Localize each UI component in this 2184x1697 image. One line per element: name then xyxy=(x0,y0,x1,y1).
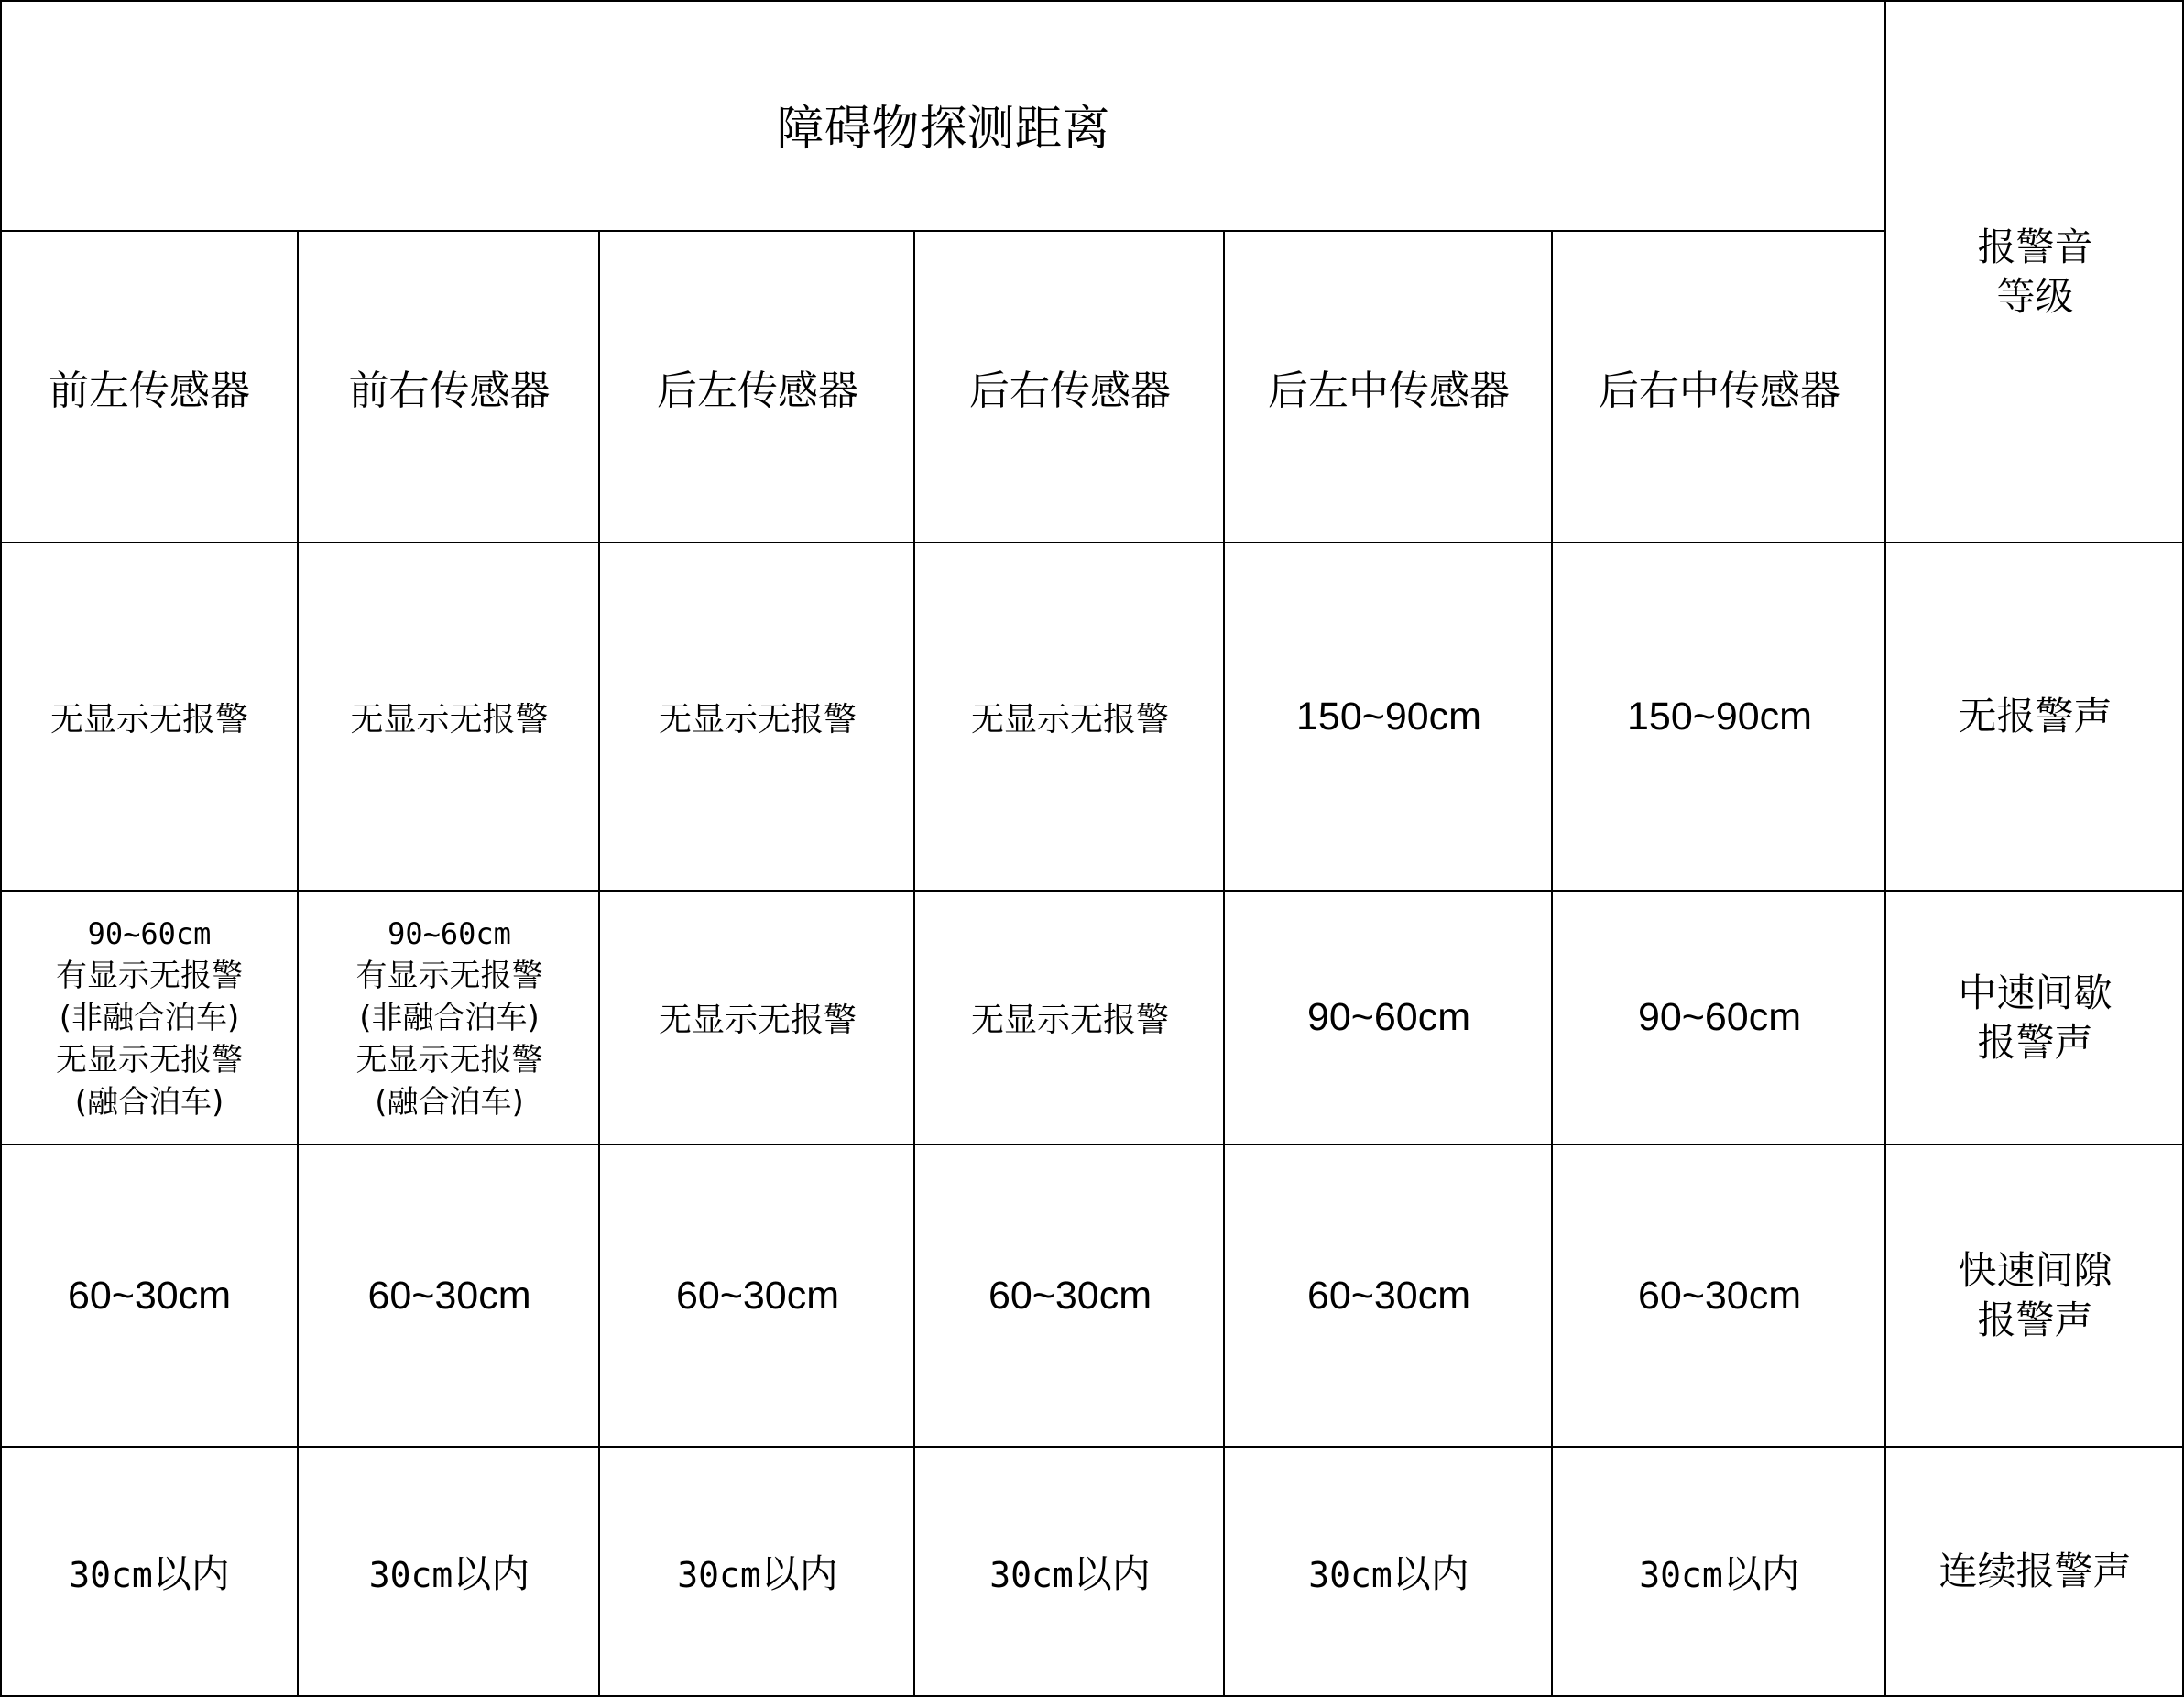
cell-rear-left: 无显示无报警 xyxy=(658,1002,857,1039)
alarm-line: 中速间歇 xyxy=(1958,969,2113,1015)
status-note: (非融合泊车) xyxy=(59,999,240,1036)
range-text: 30cm xyxy=(368,1555,453,1595)
status-text: 无显示无报警 xyxy=(56,1041,243,1078)
cell-rear-left: 无显示无报警 xyxy=(658,700,857,739)
header-front-left: 前左传感器 xyxy=(49,367,250,414)
range-suffix: 以内 xyxy=(152,1551,230,1596)
status-text: 有显示无报警 xyxy=(56,957,243,994)
cell-front-left xyxy=(0,892,299,1144)
cell-rear-right: 无显示无报警 xyxy=(970,700,1169,739)
range-text: 30cm xyxy=(69,1555,153,1595)
alarm-level-cell: 连续报警声 xyxy=(1938,1549,2132,1593)
cell-front-left: 60~30cm xyxy=(67,1273,232,1318)
header-rear-right: 后右传感器 xyxy=(969,367,1171,414)
cell-rear-left: 60~30cm xyxy=(675,1273,840,1318)
cell-front-right xyxy=(299,892,600,1144)
range-text: 30cm xyxy=(1308,1555,1392,1595)
range-text: 30cm xyxy=(989,1555,1074,1595)
status-note: (非融合泊车) xyxy=(359,999,540,1036)
range-suffix: 以内 xyxy=(1722,1551,1800,1596)
alarm-header-line: 等级 xyxy=(1996,273,2074,319)
alarm-level-cell: 无报警声 xyxy=(1958,694,2113,739)
range-suffix: 以内 xyxy=(760,1551,838,1596)
cell-rear-right: 无显示无报警 xyxy=(970,1002,1169,1039)
status-note: (融合泊车) xyxy=(74,1083,224,1121)
header-rear-mid-right: 后右中传感器 xyxy=(1599,367,1840,414)
alarm-line: 快速间隙 xyxy=(1958,1248,2113,1293)
cell-front-right xyxy=(299,1448,600,1695)
range-suffix: 以内 xyxy=(1392,1551,1469,1596)
range-suffix: 以内 xyxy=(453,1551,530,1596)
header-front-right: 前右传感器 xyxy=(348,367,551,414)
cell-front-right: 无显示无报警 xyxy=(350,700,549,739)
alarm-header-line: 报警音 xyxy=(1977,224,2093,269)
cell-front-left: 无显示无报警 xyxy=(49,700,248,739)
cell-front-right: 60~30cm xyxy=(367,1273,531,1318)
cell-rear-right: 60~30cm xyxy=(988,1273,1152,1318)
cell-rear-mid-left: 90~60cm xyxy=(1306,995,1471,1039)
cell-rear-right xyxy=(915,1448,1225,1695)
status-note: (融合泊车) xyxy=(375,1083,524,1121)
cell-rear-mid-left xyxy=(1225,1448,1553,1695)
status-text: 有显示无报警 xyxy=(355,957,543,994)
table-title: 障碍物探测距离 xyxy=(776,101,1110,157)
range-text: 30cm xyxy=(1639,1555,1723,1595)
cell-rear-mid-right: 90~60cm xyxy=(1637,995,1802,1039)
header-rear-left: 后左传感器 xyxy=(657,367,858,414)
cell-rear-mid-left: 150~90cm xyxy=(1295,694,1481,739)
alarm-line: 报警声 xyxy=(1977,1019,2093,1065)
cell-rear-mid-right: 150~90cm xyxy=(1626,694,1812,739)
alarm-line: 报警声 xyxy=(1977,1297,2093,1342)
cell-front-left xyxy=(0,1448,299,1695)
range-text: 30cm xyxy=(677,1555,761,1595)
alarm-level-cell xyxy=(1886,892,2184,1144)
status-text: 无显示无报警 xyxy=(355,1041,543,1078)
range-suffix: 以内 xyxy=(1073,1551,1151,1596)
alarm-level-cell xyxy=(1886,1145,2184,1446)
range-text: 90~60cm xyxy=(388,915,511,951)
header-rear-mid-left: 后左中传感器 xyxy=(1268,367,1510,414)
range-text: 90~60cm xyxy=(87,915,212,951)
cell-rear-mid-right: 60~30cm xyxy=(1637,1273,1802,1318)
cell-rear-mid-left: 60~30cm xyxy=(1306,1273,1471,1318)
alarm-level-header xyxy=(1886,0,2184,543)
cell-rear-mid-right xyxy=(1553,1448,1886,1695)
cell-rear-left xyxy=(600,1448,915,1695)
